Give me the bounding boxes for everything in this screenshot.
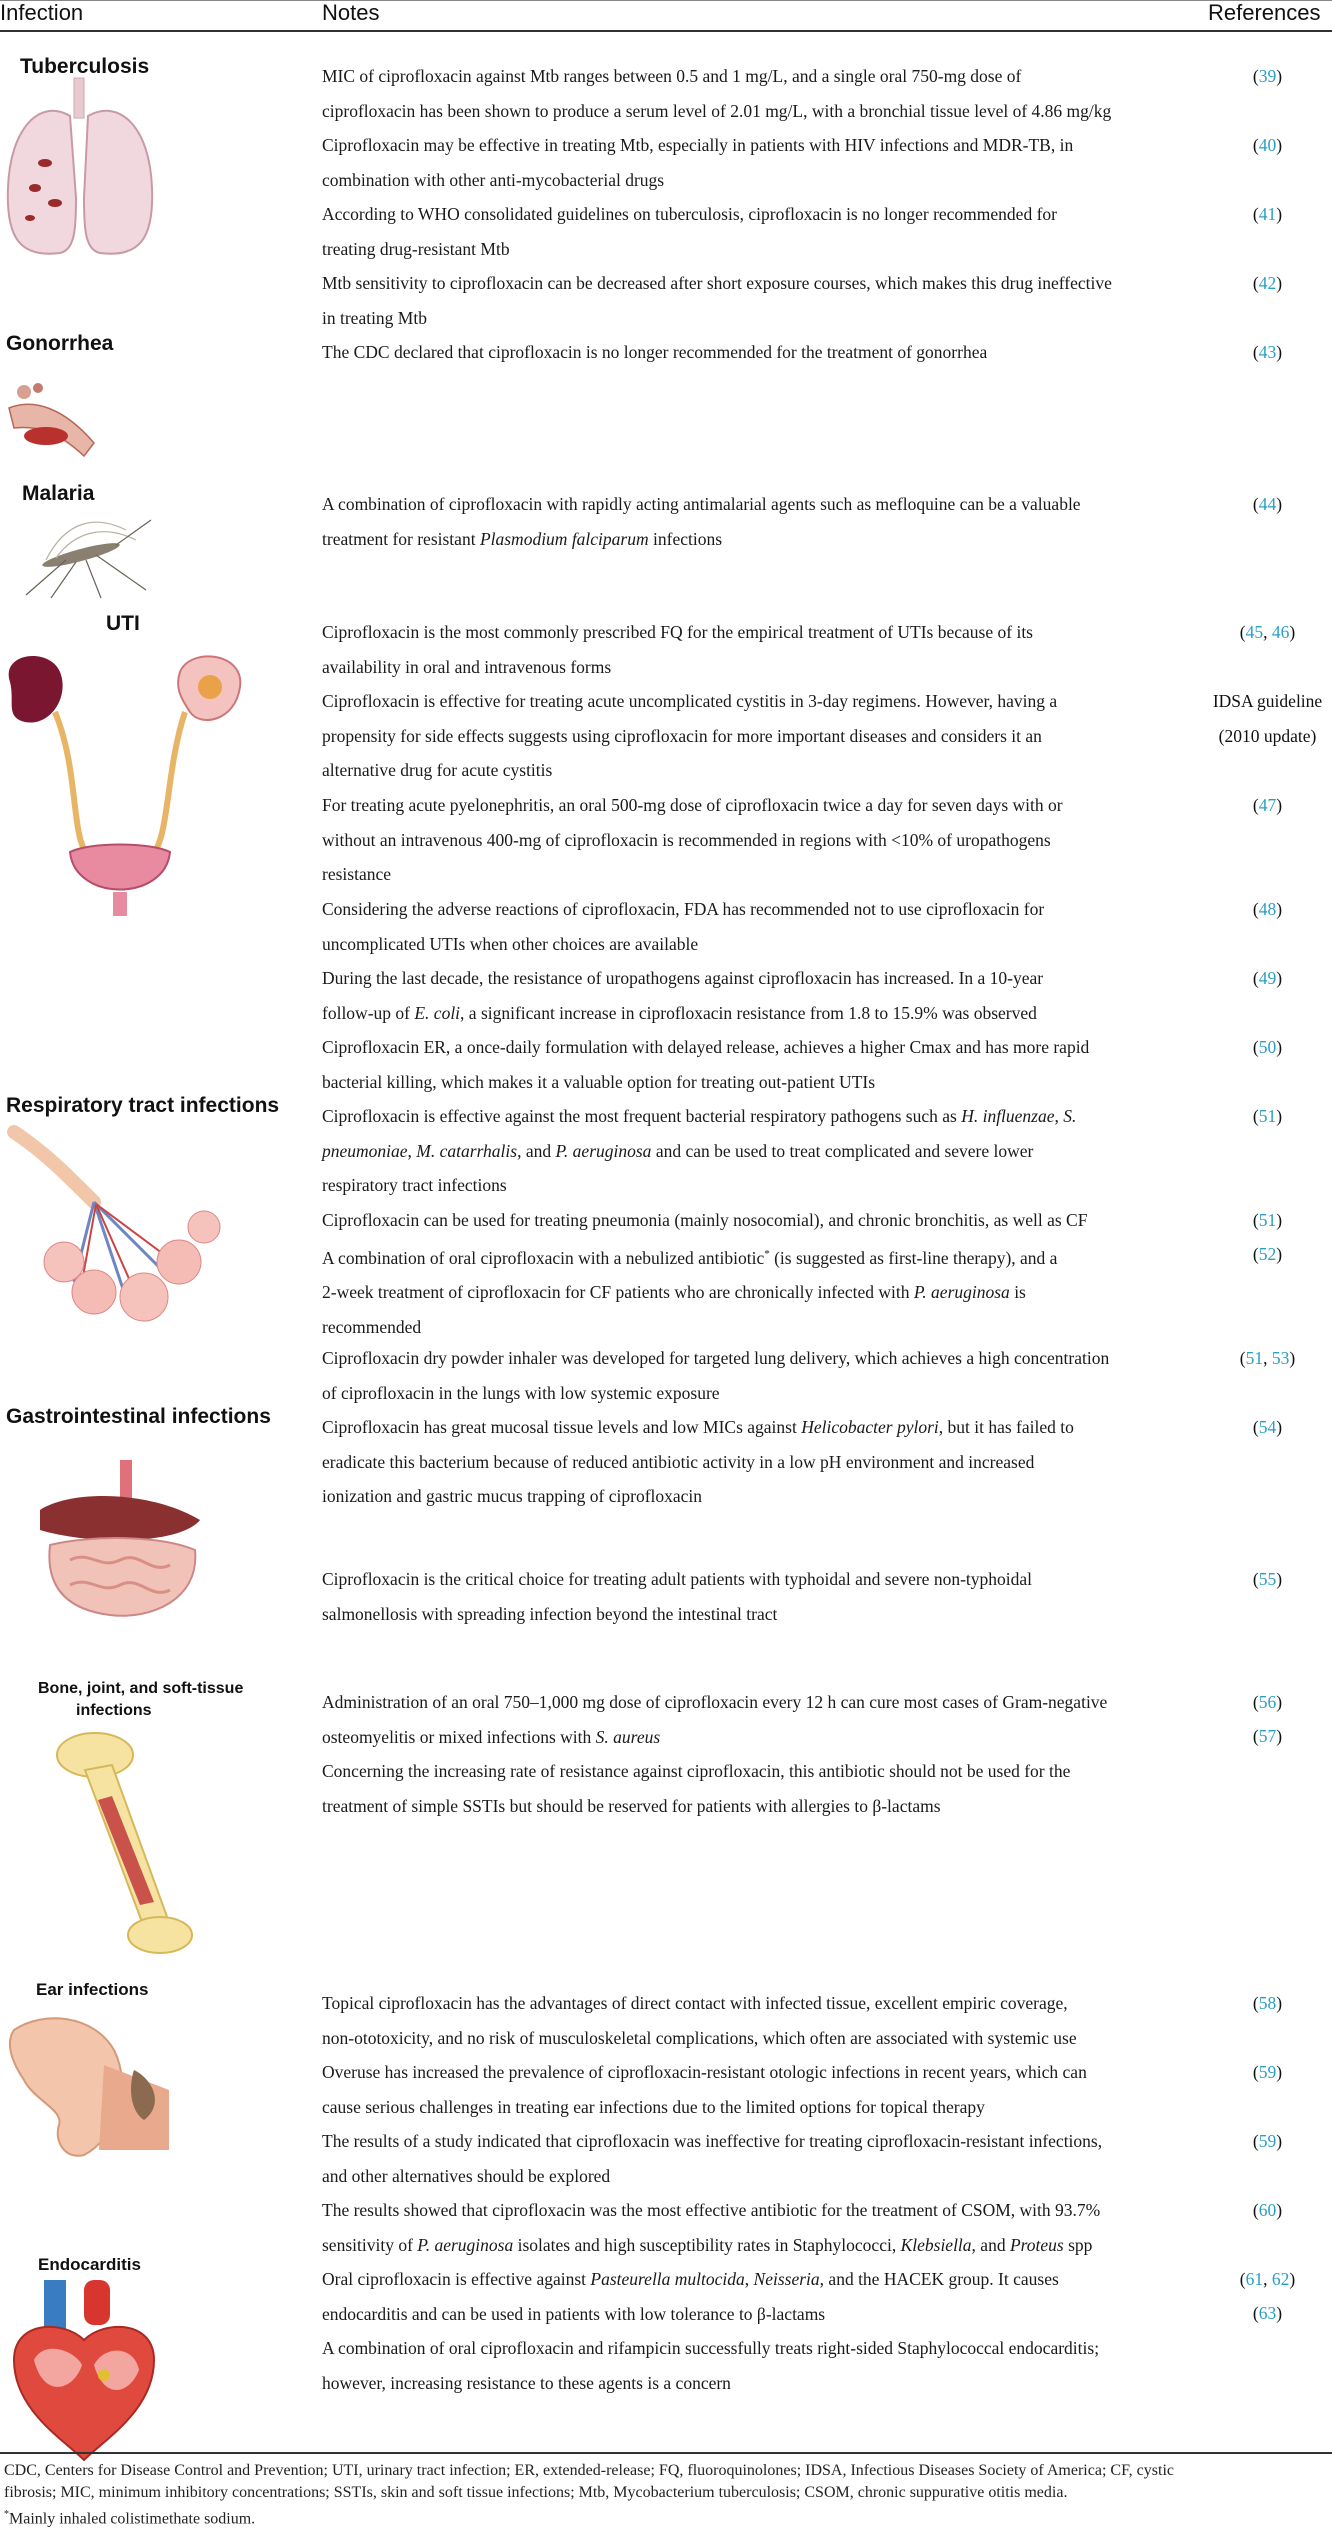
header-references: References [1208,0,1321,25]
label-bone-line2: infections [76,1702,152,1719]
ref-59a[interactable]: (59) [1252,2062,1283,2082]
bone-icon [50,1730,200,1970]
note-tb-2: Ciprofloxacin may be effective in treating Mtb, especially in patients with HIV infections and MDR-TB, in combination with other anti-mycobacterial drugs [322,135,1074,190]
label-gastrointestinal: Gastrointestinal infections [6,1405,271,1428]
label-bone-line1: Bone, joint, and soft-tissue [38,1680,244,1697]
note-uti-5: During the last decade, the resistance of uropathogens against ciprofloxacin has increased. In a 10-year follow-up of E. coli, a significant increase in ciprofloxacin resistance from 1.8 to 15.9% was observed [322,968,1044,1023]
header-rule [0,30,1332,32]
respiratory-icon [4,1132,244,1322]
ref-60[interactable]: (60) [1252,2200,1283,2220]
ref-idsa: IDSA guideline (2010 update) [1212,691,1323,746]
header-notes: Notes [322,0,380,25]
mosquito-icon [6,510,156,600]
digestive-icon [30,1450,210,1625]
ref-42[interactable]: (42) [1252,273,1283,293]
note-uti-4: Considering the adverse reactions of ciprofloxacin, FDA has recommended not to use ciprofloxacin for uncomplicated UTIs when other choices are available [322,899,1045,954]
ref-54[interactable]: (54) [1252,1417,1283,1437]
note-uti-2: Ciprofloxacin is effective for treating acute uncomplicated cystitis in 3-day regimens. However, having a propensity for side effects suggests using ciprofloxacin for more important diseases and considers it an alternative drug for acute cystitis [322,691,1058,780]
note-resp-3: A combination of oral ciprofloxacin with a nebulized antibiotic* (is suggested as first-line therapy), and a 2-week treatment of ciprofloxacin for CF patients who are chronically infected with P. aeruginosa is recommended [322,1247,1058,1337]
ref-57[interactable]: (57) [1252,1726,1283,1746]
header-infection: Infection [0,0,84,25]
urinary-system-icon [0,652,250,922]
label-ear: Ear infections [36,1980,149,1999]
footnote: CDC, Centers for Disease Control and Prevention; UTI, urinary tract infection; ER, extended-release; FQ, fluoroquinolones; IDSA, Infectious Diseases Society of America; CF, cystic fibrosis; MIC, minimum inhibitory concentrations; SSTIs, skin and soft tissue infections; Mtb, Mycobacterium tuberculosis; CSOM, chronic suppurative otitis media. *Mainly inhaled colistimethate sodium. [4,2462,1174,2528]
label-respiratory: Respiratory tract infections [6,1094,280,1117]
note-resp-4: Ciprofloxacin dry powder inhaler was developed for targeted lung delivery, which achieves a high concentration of ciprofloxacin in the lungs with low systemic exposure [322,1348,1110,1403]
top-rule [0,0,1332,1]
note-ear-2: Overuse has increased the prevalence of ciprofloxacin-resistant otologic infections in recent years, which can cause serious challenges in treating ear infections due to the limited options for topical therapy [322,2062,1087,2117]
ref-43[interactable]: (43) [1252,342,1283,362]
note-tb-3: According to WHO consolidated guidelines on tuberculosis, ciprofloxacin is no longer recommended for treating drug-resistant Mtb [322,204,1057,259]
lungs-icon [0,78,160,268]
ref-56[interactable]: (56) [1252,1692,1283,1712]
note-ear-4: The results showed that ciprofloxacin was the most effective antibiotic for the treatment of CSOM, with 93.7% sensitivity of P. aeruginosa isolates and high susceptibility rates in Staphylococci, Klebsiella, and Proteus spp [322,2200,1101,2255]
label-uti: UTI [106,612,140,635]
ref-47[interactable]: (47) [1252,795,1283,815]
ref-50[interactable]: (50) [1252,1037,1283,1057]
ref-51b[interactable]: (51) [1252,1210,1283,1230]
label-malaria: Malaria [22,482,95,505]
note-tb-1: MIC of ciprofloxacin against Mtb ranges between 0.5 and 1 mg/L, and a single oral 750-mg dose of ciprofloxacin has been shown to produce a serum level of 2.01 mg/L, with a bronchial tissue level of 4.86 mg/kg [322,66,1112,121]
note-resp-2: Ciprofloxacin can be used for treating pneumonia (mainly nosocomial), and chronic bronchitis, as well as CF [322,1210,1088,1230]
ref-61-62[interactable]: (61, 62) [1239,2269,1296,2289]
note-bone-2: Concerning the increasing rate of resistance against ciprofloxacin, this antibiotic should not be used for the treatment of simple SSTIs but should be reserved for patients with allergies to β-lactams [322,1761,1071,1816]
ref-55[interactable]: (55) [1252,1569,1283,1589]
note-gonorrhea: The CDC declared that ciprofloxacin is no longer recommended for the treatment of gonorrhea [322,342,988,362]
note-ear-3: The results of a study indicated that ciprofloxacin was ineffective for treating ciprofloxacin-resistant infections, and other alternatives should be explored [322,2131,1103,2186]
ref-39[interactable]: (39) [1252,66,1283,86]
note-uti-6: Ciprofloxacin ER, a once-daily formulation with delayed release, achieves a higher Cmax and has more rapid bacterial killing, which makes it a valuable option for treating out-patient UTIs [322,1037,1090,1092]
heart-icon [4,2280,164,2465]
ref-63[interactable]: (63) [1252,2303,1283,2323]
ref-45-46[interactable]: (45, 46) [1239,622,1296,642]
ref-49[interactable]: (49) [1252,968,1283,988]
ref-41[interactable]: (41) [1252,204,1283,224]
note-endo-1: Oral ciprofloxacin is effective against Pasteurella multocida, Neisseria, and the HACEK group. It causes endocarditis and can be used in patients with low tolerance to β-lactams [322,2269,1059,2324]
note-gi-1: Ciprofloxacin has great mucosal tissue levels and low MICs against Helicobacter pylori, but it has failed to eradicate this bacterium because of reduced antibiotic activity in a low pH environment and increased ionization and gastric mucus trapping of ciprofloxacin [322,1417,1074,1506]
note-resp-1: Ciprofloxacin is effective against the most frequent bacterial respiratory pathogens such as H. influenzae, S. pneumoniae, M. catarrhalis, and P. aeruginosa and can be used to treat complicated and severe lower respiratory tract infections [322,1106,1077,1195]
label-gonorrhea: Gonorrhea [6,332,114,355]
ref-40[interactable]: (40) [1252,135,1283,155]
note-bone-1: Administration of an oral 750–1,000 mg dose of ciprofloxacin every 12 h can cure most cases of Gram-negative osteomyelitis or mixed infections with S. aureus [322,1692,1108,1747]
ref-44[interactable]: (44) [1252,494,1283,514]
label-endocarditis: Endocarditis [38,2255,141,2274]
ear-icon [4,2010,179,2160]
note-ear-1: Topical ciprofloxacin has the advantages of direct contact with infected tissue, excellent empiric coverage, non-ototoxicity, and no risk of musculoskeletal complications, which often are associated with systemic use [322,1993,1077,2048]
ref-59b[interactable]: (59) [1252,2131,1283,2151]
note-gi-2: Ciprofloxacin is the critical choice for treating adult patients with typhoidal and severe non-typhoidal salmonellosis with spreading infection beyond the intestinal tract [322,1569,1032,1624]
ref-58[interactable]: (58) [1252,1993,1283,2013]
ref-51-53[interactable]: (51, 53) [1239,1348,1296,1368]
ref-51a[interactable]: (51) [1252,1106,1283,1126]
gonorrhea-icon [4,378,104,468]
note-endo-2: A combination of oral ciprofloxacin and rifampicin successfully treats right-sided Staphylococcal endocarditis; however, increasing resistance to these agents is a concern [322,2338,1100,2393]
label-tuberculosis: Tuberculosis [20,55,150,78]
bottom-rule [0,2452,1332,2454]
note-tb-4: Mtb sensitivity to ciprofloxacin can be decreased after short exposure courses, which makes this drug ineffective in treating Mtb [322,273,1112,328]
ref-52[interactable]: (52) [1252,1244,1283,1264]
note-malaria: A combination of ciprofloxacin with rapidly acting antimalarial agents such as mefloquine can be a valuable treatment for resistant Plasmodium falciparum infections [322,494,1081,549]
note-uti-1: Ciprofloxacin is the most commonly prescribed FQ for the empirical treatment of UTIs because of its availability in oral and intravenous forms [322,622,1033,677]
note-uti-3: For treating acute pyelonephritis, an oral 500-mg dose of ciprofloxacin twice a day for seven days with or without an intravenous 400-mg of ciprofloxacin is recommended in regions with <10% of uropathogens resistance [322,795,1063,884]
ref-48[interactable]: (48) [1252,899,1283,919]
